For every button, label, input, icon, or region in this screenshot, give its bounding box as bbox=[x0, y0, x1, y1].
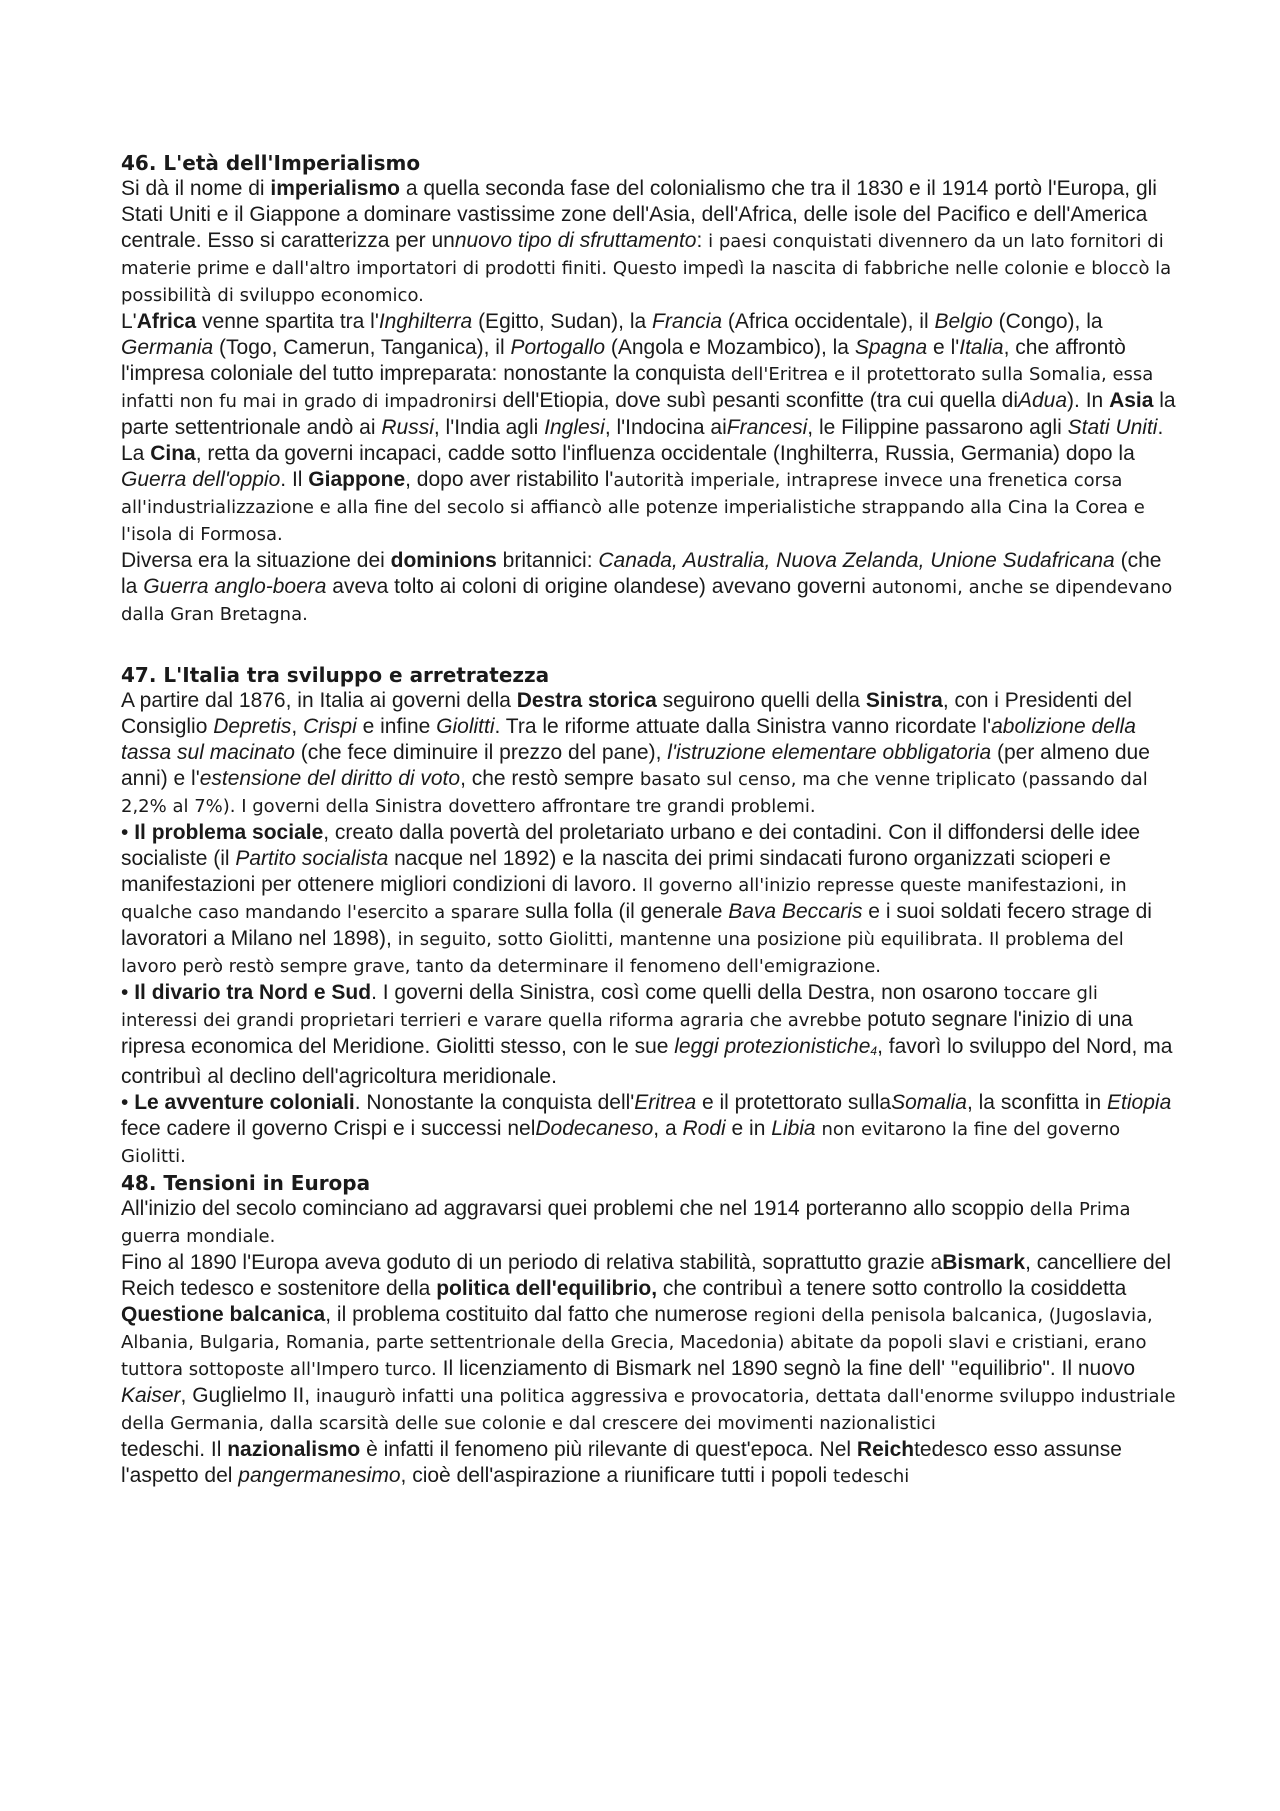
section-48-paragraph-1: All'inizio del secolo cominciano ad aggravarsi quei problemi che nel 1914 porteranno allo scoppio della Prima guerra mondiale. bbox=[121, 1197, 1131, 1247]
section-48-paragraph-3: tedeschi. Il nazionalismo è infatti il fenomeno più rilevante di quest'epoca. Nel Reichtedesco esso assunse l'aspetto del pangermanesimo, cioè dell'aspirazione a riunificare tutti i popoli tedeschi bbox=[121, 1438, 1122, 1487]
document-page bbox=[121, 150, 1176, 1490]
section-46-paragraph-1: Si dà il nome di imperialismo a quella seconda fase del colonialismo che tra il 1830 e il 1914 portò l'Europa, gli Stati Uniti e il Giappone a dominare vastissime zone dell'Asia, dell'Africa, delle isole del Pacifico e dell'America centrale. Esso si caratterizza per unnuovo tipo di sfruttamento: i paesi conquistati divennero da un lato fornitori di materie prime e dall'altro importatori di prodotti finiti. Questo impedì la nascita di fabbriche nelle colonie e bloccò la possibilità di sviluppo economico. bbox=[121, 177, 1172, 306]
bullet-colonial-adventures: • Le avventure coloniali. Nonostante la conquista dell'Eritrea e il protettorato sullaSomalia, la sconfitta in Etiopia fece cadere il governo Crispi e i successi nelDodecaneso, a Rodi e in Libia non evitarono la fine del governo Giolitti. bbox=[121, 1091, 1172, 1167]
section-46-paragraph-2: L'Africa venne spartita tra l'Inghilterra (Egitto, Sudan), la Francia (Africa occidentale), il Belgio (Congo), la Germania (Togo, Camerun, Tanganica), il Portogallo (Angola e Mozambico), la Spagna e l'Italia, che affrontò l'impresa coloniale del tutto impreparata: nonostante la conquista dell'Eritrea e il protettorato sulla Somalia, essa infatti non fu mai in grado di impadronirsi dell'Etiopia, dove subì pesanti sconfitte (tra cui quella diAdua). In Asia la parte settentrionale andò ai Russi, l'India agli Inglesi, l'Indocina aiFrancesi, le Filippine passarono agli Stati Uniti. La Cina, retta da governi incapaci, cadde sotto l'influenza occidentale (Inghilterra, Russia, Germania) dopo la Guerra dell'oppio. Il Giappone, dopo aver ristabilito l'autorità imperiale, intraprese invece una frenetica corsa all'industrializzazione e alla fine del secolo si affiancò alle potenze imperialistiche strappando alla Cina la Corea e l'isola di Formosa. bbox=[121, 310, 1176, 545]
bullet-north-south-divide: • Il divario tra Nord e Sud. I governi della Sinistra, così come quelli della Destra, non osarono toccare gli interessi dei grandi proprietari terrieri e varare quella riforma agraria che avrebbe potuto segnare l'inizio di una ripresa economica del Meridione. Giolitti stesso, con le sue leggi protezionistiche$_4$, favorì lo sviluppo del Nord, ma contribuì al declino dell'agricoltura meridionale. bbox=[121, 981, 1173, 1088]
bullet-social-problem: • Il problema sociale, creato dalla povertà del proletariato urbano e dei contadini. Con il diffondersi delle idee socialiste (il Partito socialista nacque nel 1892) e la nascita dei primi sindacati furono organizzati scioperi e manifestazioni per ottenere migliori condizioni di lavoro. Il governo all'inizio represse queste manifestazioni, in qualche caso mandando l'esercito a sparare sulla folla (il generale Bava Beccaris e i suoi soldati fecero strage di lavoratori a Milano nel 1898), in seguito, sotto Giolitti, mantenne una posizione più equilibrata. Il problema del lavoro però restò sempre grave, tanto da determinare il fenomeno dell'emigrazione. bbox=[121, 821, 1152, 977]
section-48-paragraph-2: Fino al 1890 l'Europa aveva goduto di un periodo di relativa stabilità, soprattutto grazie aBismark, cancelliere del Reich tedesco e sostenitore della politica dell'equilibrio, che contribuì a tenere sotto controllo la cosiddetta Questione balcanica, il problema costituito dal fatto che numerose regioni della penisola balcanica, (Jugoslavia, Albania, Bulgaria, Romania, parte settentrionale della Grecia, Macedonia) abitate da popoli slavi e cristiani, erano tuttora sottoposte all'Impero turco. Il licenziamento di Bismark nel 1890 segnò la fine dell' "equilibrio". Il nuovo Kaiser, Guglielmo II, inaugurò infatti una politica aggressiva e provocatoria, dettata dall'enorme sviluppo industriale della Germania, dalla scarsità delle sue colonie e dal crescere dei movimenti nazionalistici bbox=[121, 1251, 1176, 1434]
section-48-title: 48. Tensioni in Europa bbox=[121, 1171, 371, 1195]
footnote-marker: 4 bbox=[870, 1044, 878, 1058]
section-47-title: 47. L'Italia tra sviluppo e arretratezza bbox=[121, 663, 550, 687]
section-46-title: 46. L'età dell'Imperialismo bbox=[121, 151, 421, 175]
section-47-paragraph-1: A partire dal 1876, in Italia ai governi della Destra storica seguirono quelli della Sinistra, con i Presidenti del Consiglio Depretis, Crispi e infine Giolitti. Tra le riforme attuate dalla Sinistra vanno ricordate l'abolizione della tassa sul macinato (che fece diminuire il prezzo del pane), l'istruzione elementare obbligatoria (per almeno due anni) e l'estensione del diritto di voto, che restò sempre basato sul censo, ma che venne triplicato (passando dal 2,2% al 7%). I governi della Sinistra dovettero affrontare tre grandi problemi. bbox=[121, 689, 1150, 817]
section-46-paragraph-3: Diversa era la situazione dei dominions britannici: Canada, Australia, Nuova Zelanda, Unione Sudafricana (che la Guerra anglo-boera aveva tolto ai coloni di origine olandese) avevano governi autonomi, anche se dipendevano dalla Gran Bretagna. bbox=[121, 549, 1173, 625]
